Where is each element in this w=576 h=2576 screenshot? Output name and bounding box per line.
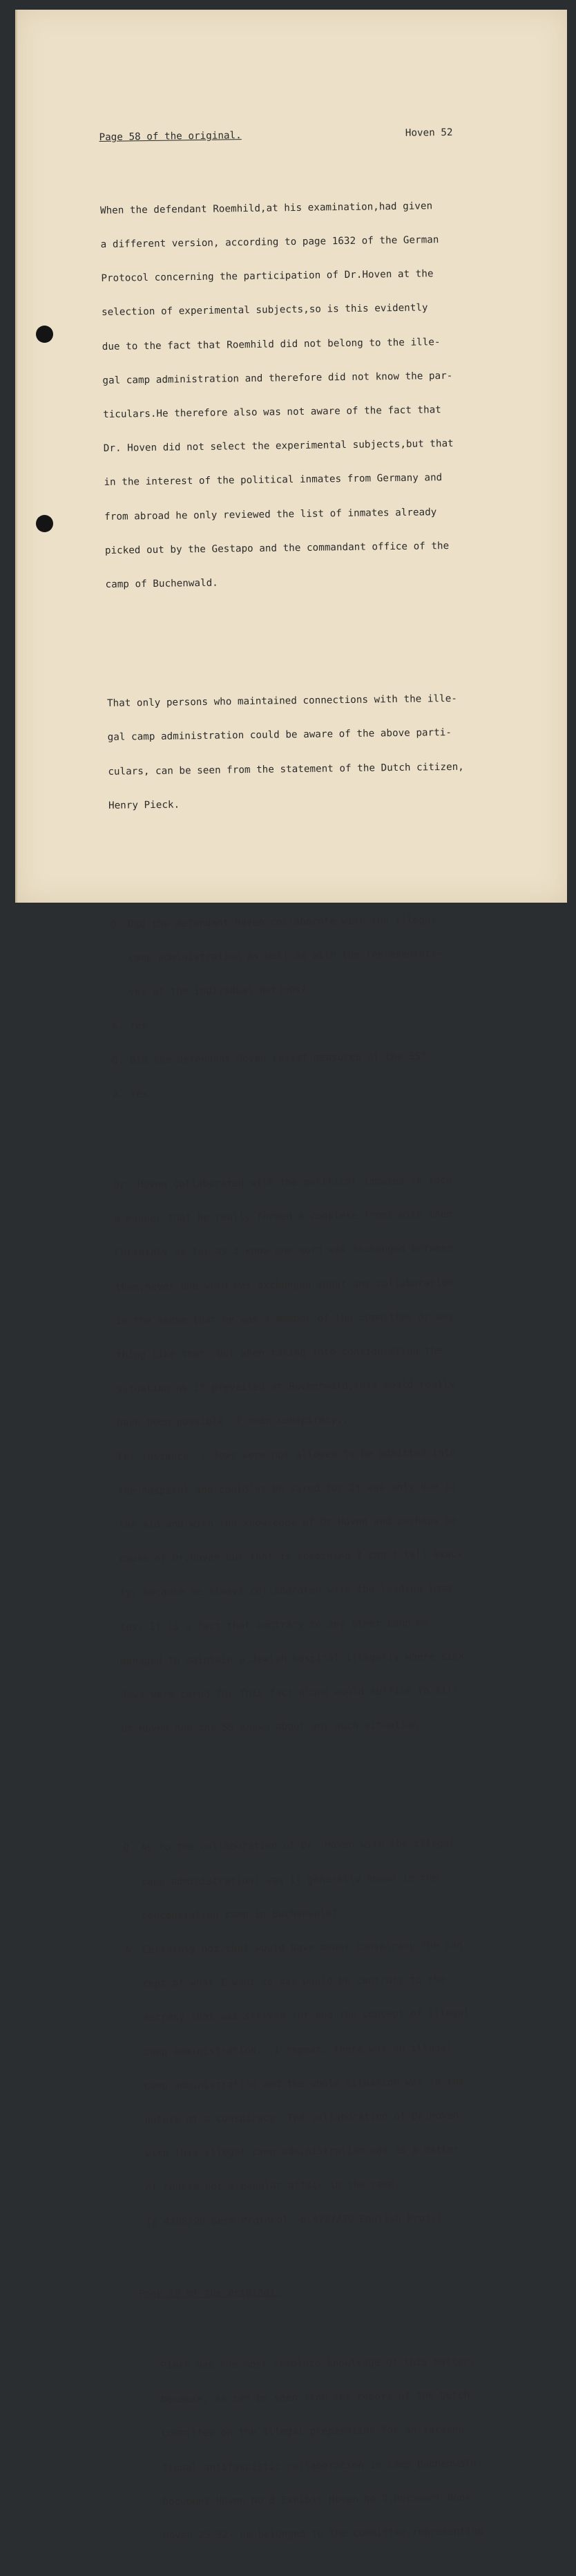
text-line: situation as it prevailed at Buchenwald,this would really — [116, 1379, 455, 1395]
text-line: Dr.Hoven had the SS known about any such situation... — [121, 1719, 436, 1736]
text-line: Henry Pieck. — [108, 799, 180, 811]
question-answer-block-1 — [110, 890, 541, 1123]
paragraph-2 — [106, 670, 537, 834]
text-line: managed to maintain a Jewish hospital illegally where sick — [120, 1651, 465, 1667]
text-line: Dr. Hoven did not select the experimental subjects,but that — [103, 438, 454, 455]
text-line: cause of Dr.Hoven,but that is something I can't tell exac+- — [119, 1548, 470, 1566]
text-line: culars, can be seen from the statement of the Dutch citizen, — [108, 761, 464, 778]
text-line: camp administration; was it generally known in the — [123, 1872, 439, 1888]
text-line: the aid and with the knowledge of Dr.Hoven and perhaps be.- — [118, 1514, 469, 1531]
text-line: camp administration...I repeat, there was an illegal — [126, 2042, 452, 2058]
text-line: gal camp administration could be aware of the above parti- — [107, 727, 452, 744]
text-line: due to the fact that Roemhild did not belong to the ille- — [102, 336, 441, 352]
text-line: Pieck has the most complete knowledge of this matter, — [160, 2356, 476, 2372]
page-identifier: Hoven 52 — [405, 126, 453, 139]
text-line: ticulars.He therefore also was not aware of the fact that — [103, 404, 441, 421]
text-line: them,never one word was exchanged about any collaboration — [115, 1277, 454, 1293]
text-line: Hoven 25-32- he belonged to the committee,representing — [162, 2526, 484, 2542]
paragraph-4 — [130, 2332, 561, 2565]
text-line: a different version, according to page 1632 of the German — [100, 234, 439, 251]
text-line: tes. It is a fact that contrary to any other camp we — [119, 1617, 429, 1633]
text-line: For instance....Jews were not allowed to be admitted into — [117, 1447, 457, 1463]
text-line: When the defendant Roemhild,at his examination,had given — [99, 200, 433, 216]
text-line: camp administration as well as with the representati- — [111, 948, 443, 964]
text-line: camp of Buchenwald. — [105, 577, 218, 591]
text-line: A. Yes. — [112, 1088, 155, 1100]
text-line: because, as can be seen from the report of the Dutch — [161, 2390, 470, 2406]
page-reference: Page 58 of the original. — [99, 129, 242, 143]
text-line: Q. Did the defendant Hoven collaborate with the illegal — [110, 914, 437, 930]
question-answer-block-2 — [123, 1814, 557, 2251]
text-line: cept of what I want to say would be contrary to the — [124, 1974, 445, 1990]
text-line: (p.4788/90 Germ.Protocol, p.4727/30 English Prot.) — [128, 2212, 443, 2228]
text-line: Protocol concerning the participation of Dr.Hoven at the — [101, 268, 434, 285]
text-line: A. Certainly not,that would have meant conspiracy.The con- — [124, 1939, 469, 1956]
text-line: Document Hoven No 8 Exhibit Hoven No 9,Document Book — [162, 2492, 472, 2508]
text-line: Q. Did the defendant Hoven resist measures of the SS? — [112, 1051, 427, 1066]
text-line: selection of experimental subjects,so is this evidently — [101, 302, 428, 319]
text-line: have been possible. I mean conspiracy........ — [117, 1413, 385, 1429]
typewritten-text — [99, 103, 561, 2576]
text-line: Q. As to the collaboration of Dr. Hoven with the illegal — [123, 1838, 456, 1854]
text-line: in the sense that he was a member of the committee or any- — [115, 1310, 460, 1327]
text-line: concentration camp in Buchenwald? — [124, 1908, 338, 1922]
paragraph-1 — [99, 176, 534, 613]
text-line: thing like that, but when taking into consideration the — [116, 1345, 443, 1361]
text-line: A. Yes. — [111, 1020, 153, 1033]
text-line: of course not a popular affair in the camp. — [127, 2179, 401, 2194]
text-line: with this illegal camp administration was as a matter — [127, 2144, 460, 2160]
text-line: Committee on the illegal preparation for an interna- — [161, 2424, 470, 2440]
page-header — [99, 127, 452, 144]
text-line: camp administration and the whole situation was in the — [126, 2076, 465, 2092]
text-line: Jews were cared for.This fact alone would suffice to kill — [120, 1685, 459, 1701]
page-59-reference: Page 59 of the original. — [139, 2286, 282, 2300]
text-line: secrecy that was striven for and the concept of illegal — [125, 2008, 470, 2024]
text-line: a manner that he really formed a complete front with them. — [114, 1209, 459, 1225]
text-line: gal camp administration and therefore did not know the par- — [102, 370, 453, 386]
text-line: Dr. Hoven collaborated with the political inmates in such — [113, 1175, 452, 1191]
punch-hole — [36, 326, 53, 343]
text-line: ves of the individual nations? — [111, 984, 307, 999]
text-line: from abroad he only reviewed the list of inmates already — [104, 506, 437, 523]
text-line: tional,antifascistic collaboration in camp Buchenwald- — [162, 2458, 483, 2474]
paragraph-3 — [113, 1151, 550, 1758]
text-line: the hospital and could'nt be cared for.It was only due to — [117, 1480, 457, 1497]
punch-hole — [36, 515, 53, 532]
text-line: ly, because he always collaborated with the leading inma- — [119, 1583, 458, 1599]
text-line: in the interest of the political inmates from Germany and — [104, 472, 443, 489]
text-line: That only persons who maintained connections with the ille- — [106, 693, 457, 710]
text-line: Certainly as far as I know one word was exchanged between — [115, 1243, 453, 1259]
text-line: nature of a conspiracy. The collaboration of Dr.Hoven — [126, 2109, 459, 2126]
text-line: picked out by the Gestapo and the commandant office of the — [104, 540, 450, 556]
